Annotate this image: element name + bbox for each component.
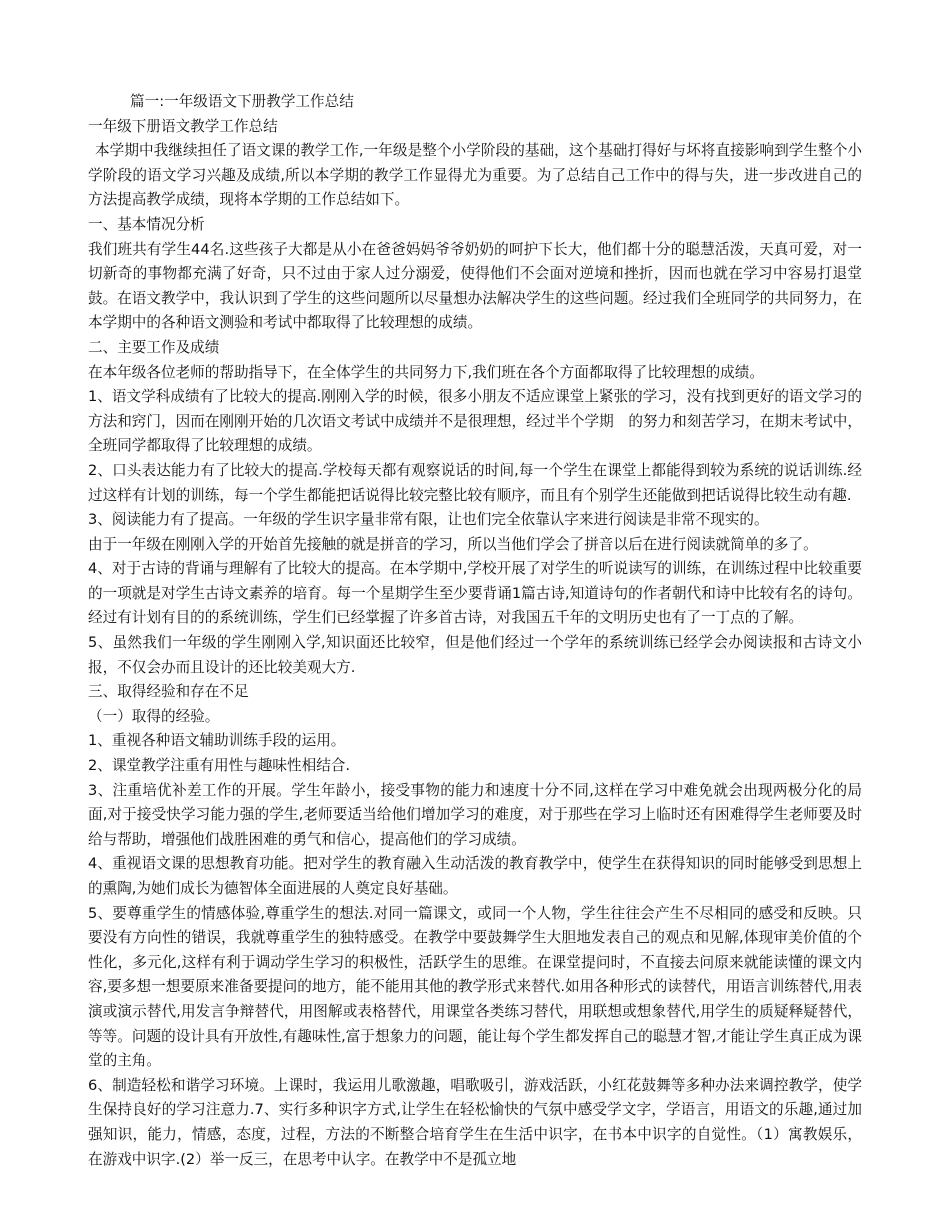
- section2-item-3-a: 3、阅读能力有了提高。一年级的学生识字量非常有限，让也们完全依靠认字来进行阅读是非常不现实的。: [88, 511, 769, 529]
- subtitle: 一年级下册语文教学工作总结: [88, 117, 278, 135]
- section1-heading: 一、基本情况分析: [88, 215, 205, 233]
- section2-intro: 在本年级各位老师的帮助指导下，在全体学生的共同努力下,我们班在各个方面都取得了比较理想的成绩。: [88, 363, 764, 381]
- section3-subheading: （一）取得的经验。: [88, 707, 220, 725]
- section3-item-3: 3、注重培优补差工作的开展。学生年龄小，接受事物的能力和速度十分不同,这样在学习中难免就会出现两极分化的局面,对于接受快学习能力强的学生,老师要适当给他们增加学习的难度，对于那些在学习上临时还有困难得学生老师要及时给与帮助，增强他们战胜困难的勇气和信心，提高他们的学习成绩。: [88, 781, 862, 848]
- section3-item-1: 1、重视各种语文辅助训练手段的运用。: [88, 732, 346, 750]
- section1-body: 我们班共有学生44名.这些孩子大都是从小在爸爸妈妈爷爷奶奶的呵护下长大，他们都十分的聪慧活泼，天真可爱，对一切新奇的事物都充满了好奇，只不过由于家人过分溺爱，使得他们不会面对逆境和挫折，因而也就在学习中容易打退堂鼓。在语文教学中，我认识到了学生的这些问题所以尽量想办法解决学生的这些问题。经过我们全班同学的共同努力，在本学期中的各种语文测验和考试中都取得了比较理想的成绩。: [88, 240, 862, 332]
- main-title: 篇一:一年级语文下册教学工作总结: [130, 93, 354, 110]
- document-page: [88, 90, 862, 1172]
- section3-item-2: 2、课堂教学注重有用性与趣味性相结合.: [88, 757, 351, 775]
- section2-heading: 二、主要工作及成绩: [88, 338, 220, 356]
- section2-item-4: 4、对于古诗的背诵与理解有了比较大的提高。在本学期中,学校开展了对学生的听说读写的训练，在训练过程中比较重要的一项就是对学生古诗文素养的培育。每一个星期学生至少要背诵1篇古诗,知道诗句的作者朝代和诗中比较有名的诗句。经过有计划有目的的系统训练，学生们已经掌握了许多首古诗，对我国五千年的文明历史也有了一丁点的了解。: [88, 560, 862, 627]
- section3-heading: 三、取得经验和存在不足: [88, 683, 249, 701]
- section3-item-5: 5、要尊重学生的情感体验,尊重学生的想法.对同一篇课文，或同一个人物，学生往往会产生不尽相同的感受和反映。只要没有方向性的错误，我就尊重学生的独特感受。在教学中要鼓舞学生大胆地发表自己的观点和见解,体现审美价值的个性化，多元化,这样有利于调动学生学习的积极性，活跃学生的思维。在课堂提问时，不直接去问原来就能读懂的课文内容,要多想一想要原来准备要提问的地方，能不能用其他的教学形式来替代.如用各种形式的读替代，用语言训练替代,用表演或演示替代,用发言争辩替代，用图解或表格替代，用课堂各类练习替代，用联想或想象替代,用学生的质疑释疑替代，等等。问题的设计具有开放性,有趣味性,富于想象力的问题，能让每个学生都发挥自己的聪慧才智,才能让学生真正成为课堂的主角。: [88, 904, 862, 1070]
- intro-paragraph: 本学期中我继续担任了语文课的教学工作,一年级是整个小学阶段的基础，这个基础打得好与坏将直接影响到学生整个小学阶段的语文学习兴趣及成绩,所以本学期的教学工作显得尤为重要。为了总结自己工作中的得与失，进一步改进自己的方法提高教学成绩，现将本学期的工作总结如下。: [88, 142, 862, 209]
- section3-item-4: 4、重视语文课的思想教育功能。把对学生的教育融入生动活泼的教育教学中，使学生在获得知识的同时能够受到思想上的熏陶,为她们成长为德智体全面进展的人奠定良好基础。: [88, 855, 862, 897]
- section3-item-6: 6、制造轻松和谐学习环境。上课时，我运用儿歌激趣，唱歌吸引，游戏活跃，小红花鼓舞等多种办法来调控教学，使学生保持良好的学习注意力.7、实行多种识字方式,让学生在轻松愉快的气氛中感受学文字，学语言，用语文的乐趣,通过加强知识，能力，情感，态度，过程，方法的不断整合培育学生在生活中识字，在书本中识字的自觉性。（1）寓教娱乐，在游戏中识字.(2）举一反三，在思考中认字。在教学中不是孤立地: [88, 1076, 862, 1168]
- section2-item-2: 2、口头表达能力有了比较大的提高.学校每天都有观察说话的时间,每一个学生在课堂上都能得到较为系统的说话训练.经过这样有计划的训练，每一个学生都能把话说得比较完整比较有顺序，而且有个别学生还能做到把话说得比较生动有趣.: [88, 461, 862, 504]
- section2-item-1: 1、语文学科成绩有了比较大的提高.刚刚入学的时候，很多小朋友不适应课堂上紧张的学习，没有找到更好的语文学习的方法和窍门，因而在刚刚开始的几次语文考试中成绩并不是很理想，经过半个学期 的努力和刻苦学习，在期末考试中，全班同学都取得了比较理想的成绩。: [88, 388, 862, 455]
- section2-item-5: 5、虽然我们一年级的学生刚刚入学,知识面还比较窄，但是他们经过一个学年的系统训练已经学会办阅读报和古诗文小报，不仅会办而且设计的还比较美观大方.: [88, 634, 862, 676]
- section2-item-3-b: 由于一年级在刚刚入学的开始首先接触的就是拼音的学习，所以当他们学会了拼音以后在进行阅读就简单的多了。: [88, 535, 818, 553]
